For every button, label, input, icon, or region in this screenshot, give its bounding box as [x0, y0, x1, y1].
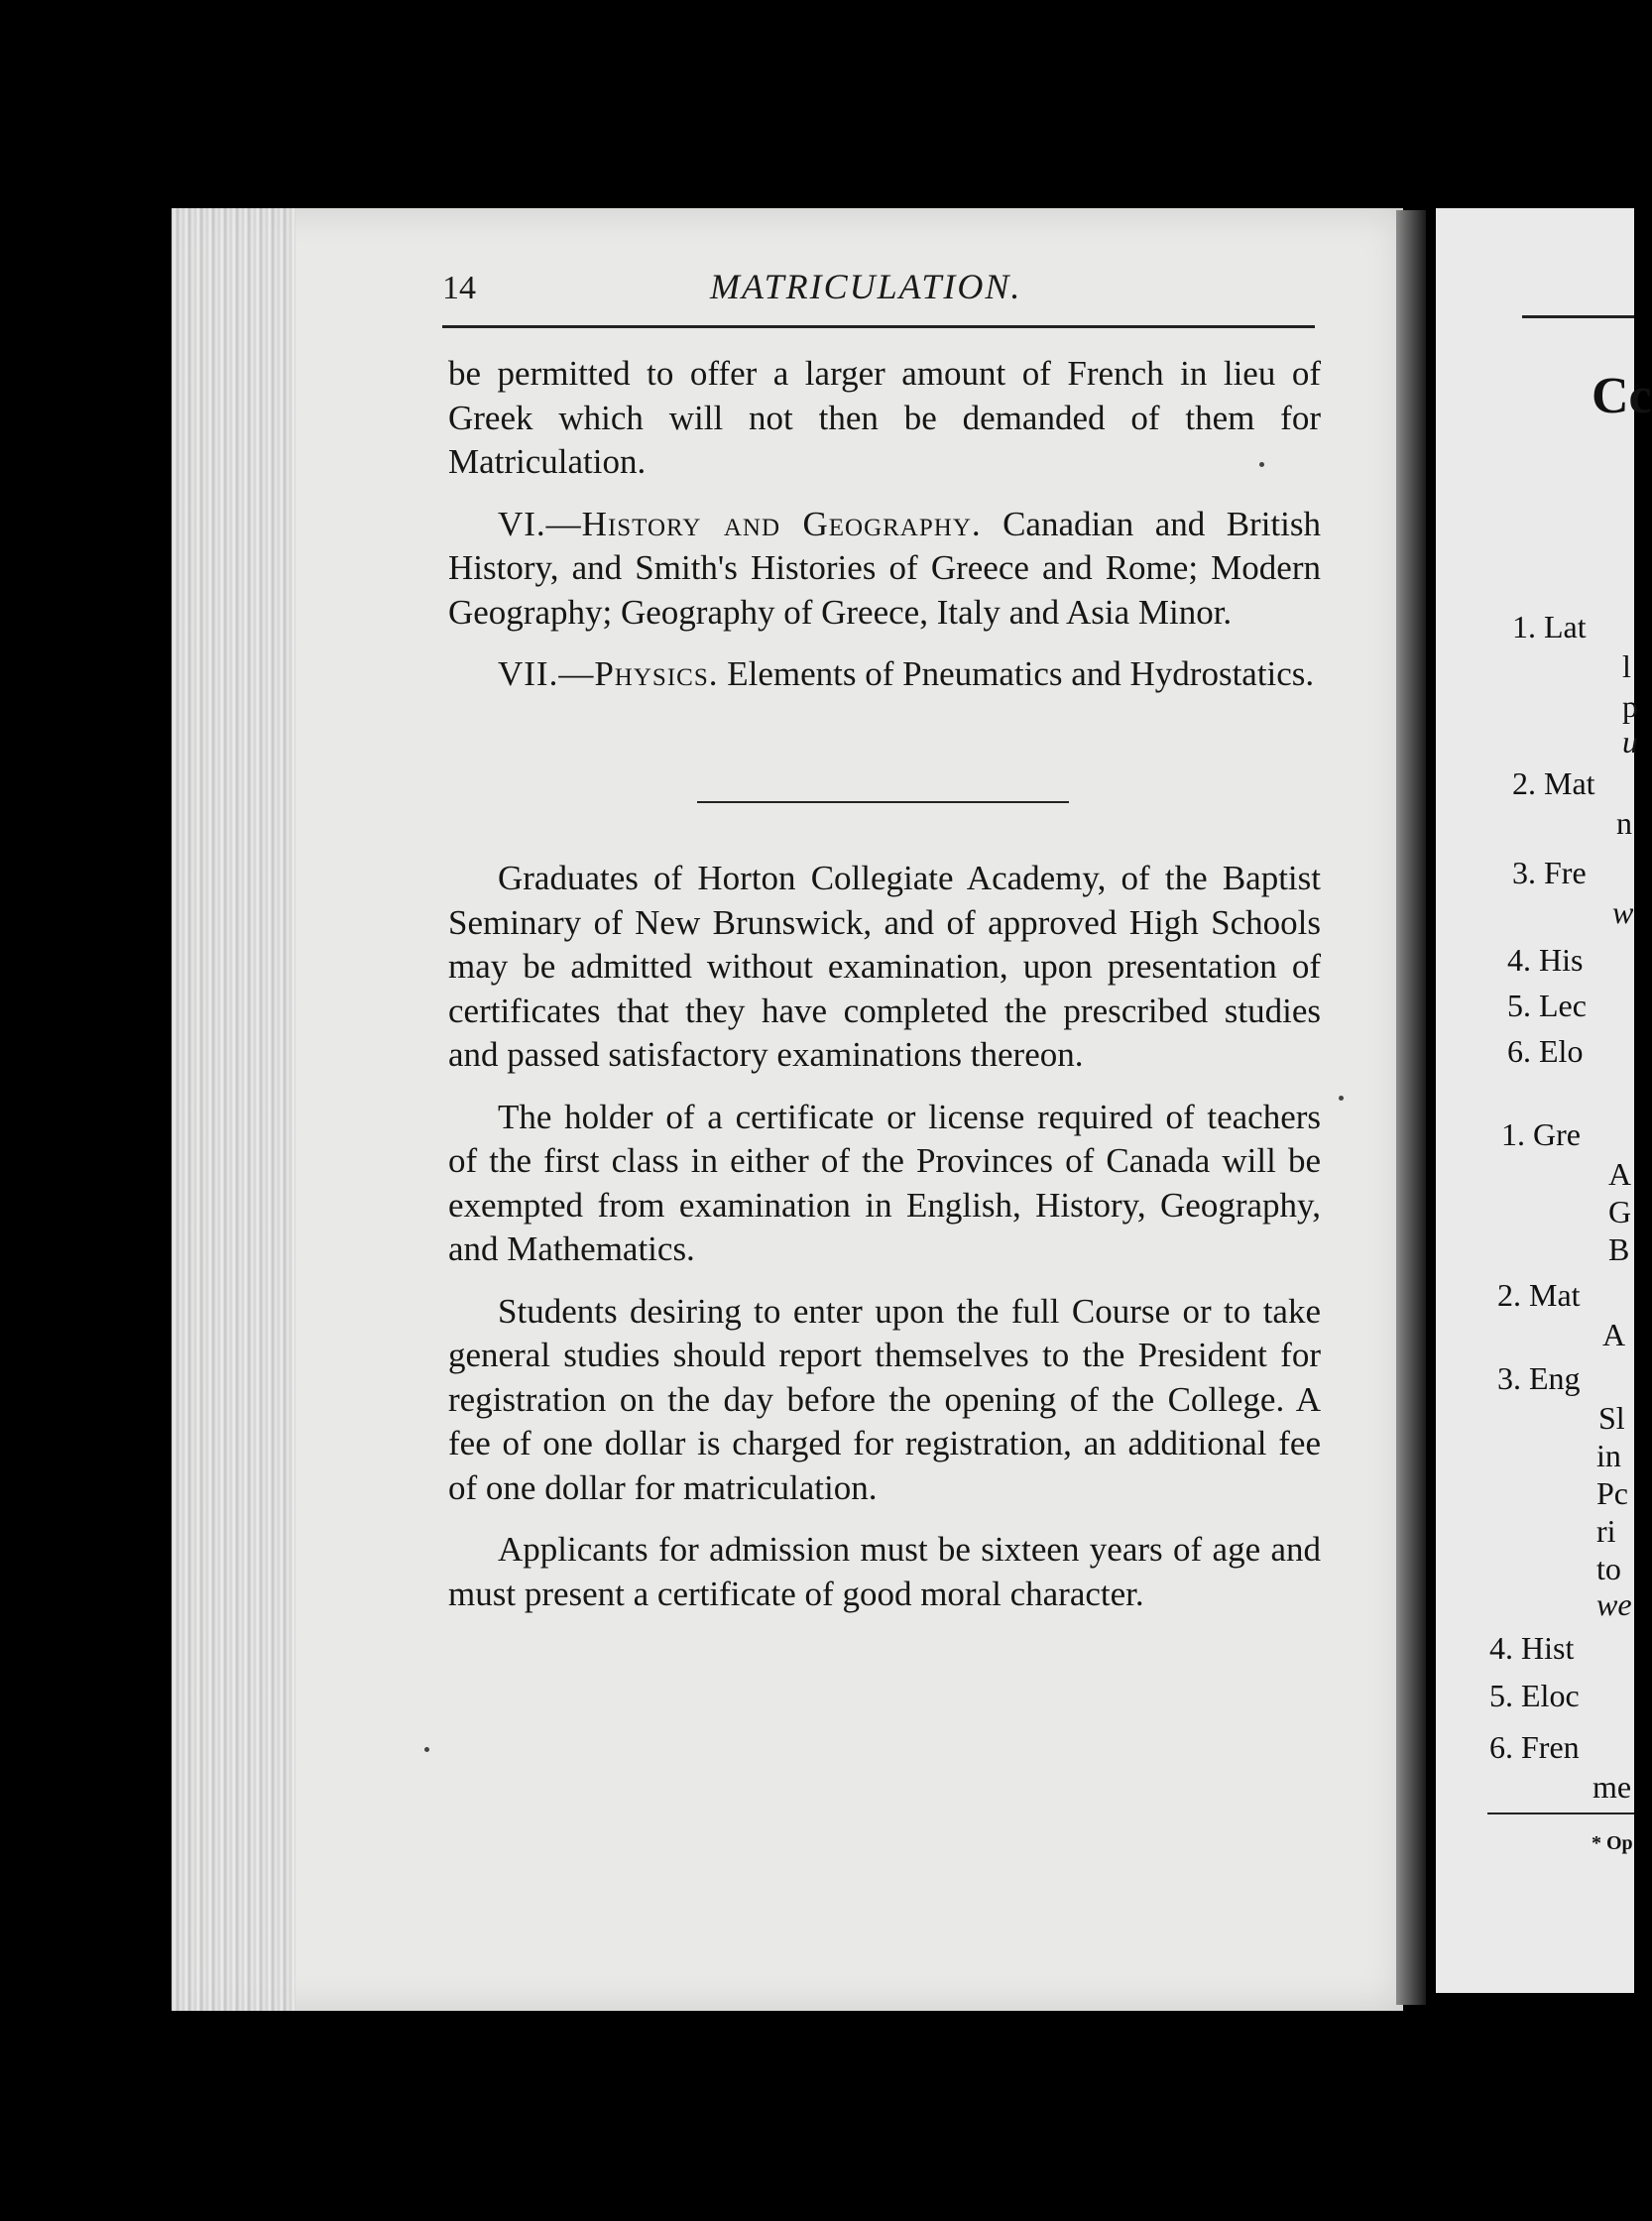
paragraph-certificate-holder: The holder of a certificate or license required of teachers of the first class in either of the Provinces of Canada will be exempted from examination in English, History, Geography, and Mathematics. — [448, 1097, 1321, 1268]
right-line: 2. Mat — [1497, 1277, 1581, 1313]
right-line: 4. His — [1507, 942, 1584, 978]
paragraph-graduates: Graduates of Horton Collegiate Academy, of the Baptist Seminary of New Brunswick, and of approved High Schools may be admitted without examination, upon presentation of certificates that they have completed the prescribed studies and passed satisfactory examinations thereon. — [448, 859, 1321, 1074]
right-line: G — [1608, 1194, 1632, 1229]
right-line: n — [1616, 805, 1632, 841]
right-line: 3. Eng — [1497, 1360, 1581, 1396]
section-divider — [697, 801, 1069, 803]
scan-speck — [424, 1747, 429, 1752]
right-line: 1. Gre — [1501, 1116, 1581, 1152]
right-line: me — [1593, 1769, 1632, 1805]
paragraph-french-continuation: be permitted to offer a larger amount of French in lieu of Greek which will not then be demanded of them for Matriculation. — [448, 354, 1321, 481]
section-text-vii: Elements of Pneumatics and Hydrostatics. — [718, 654, 1315, 693]
section-label-vi: VI.—History and Geography. — [498, 504, 982, 543]
scan-speck — [1259, 462, 1264, 467]
book-gutter — [1396, 210, 1426, 2005]
right-line: 2. Mat — [1512, 765, 1595, 801]
right-line: 5. Lec — [1507, 988, 1587, 1023]
right-line: 6. Elo — [1507, 1033, 1584, 1069]
section-text-vi: Canadian and British History, and Smith's Histories of Greece and Rome; Modern Geography; Geography of Greece, Italy and Asia Minor. — [448, 504, 1321, 632]
bottom-text-block — [448, 857, 1321, 1634]
right-line: u — [1622, 724, 1638, 760]
paragraph-history-geography — [448, 503, 1321, 636]
right-line: we — [1596, 1586, 1632, 1622]
right-line: B — [1608, 1231, 1630, 1267]
scan-speck — [1339, 1096, 1344, 1101]
right-line: ri — [1596, 1513, 1616, 1549]
right-line: 4. Hist — [1489, 1630, 1575, 1666]
section-label-vii: VII.—Physics. — [498, 654, 719, 693]
page-number: 14 — [442, 270, 476, 306]
right-line: Pc — [1596, 1475, 1628, 1511]
right-line: 1. Lat — [1512, 609, 1587, 644]
right-page-top-rule — [1522, 315, 1634, 318]
right-line: in — [1596, 1438, 1621, 1473]
top-text-block — [448, 352, 1321, 715]
paragraph-applicants: Applicants for admission must be sixteen years of age and must present a certificate of good moral character. — [448, 1530, 1321, 1613]
header-title: MATRICULATION. — [710, 267, 1022, 306]
right-line: 3. Fre — [1512, 855, 1587, 890]
right-page-heading: Cc — [1592, 368, 1652, 424]
right-line: p — [1622, 688, 1638, 724]
right-line: A — [1602, 1317, 1626, 1352]
page-edges — [172, 208, 295, 2011]
right-footnote-rule — [1487, 1812, 1634, 1814]
paragraph-students: Students desiring to enter upon the full Course or to take general studies should report themselves to the President for registration on the day before the opening of the College. A fee of one dollar is charged for registration, an additional fee of one dollar for matriculation. — [448, 1291, 1321, 1507]
running-head — [442, 266, 1315, 315]
right-line: w — [1612, 894, 1634, 930]
right-line: 6. Fren — [1489, 1729, 1580, 1765]
right-page — [1436, 208, 1634, 1993]
paragraph-physics — [448, 652, 1321, 697]
right-line: A — [1608, 1156, 1632, 1192]
right-line: Sl — [1598, 1400, 1625, 1436]
header-rule — [442, 325, 1315, 328]
right-footnote: * Op — [1592, 1832, 1633, 1854]
right-line: l — [1622, 648, 1631, 684]
right-line: 5. Eloc — [1489, 1678, 1580, 1713]
right-line: to — [1596, 1551, 1621, 1586]
